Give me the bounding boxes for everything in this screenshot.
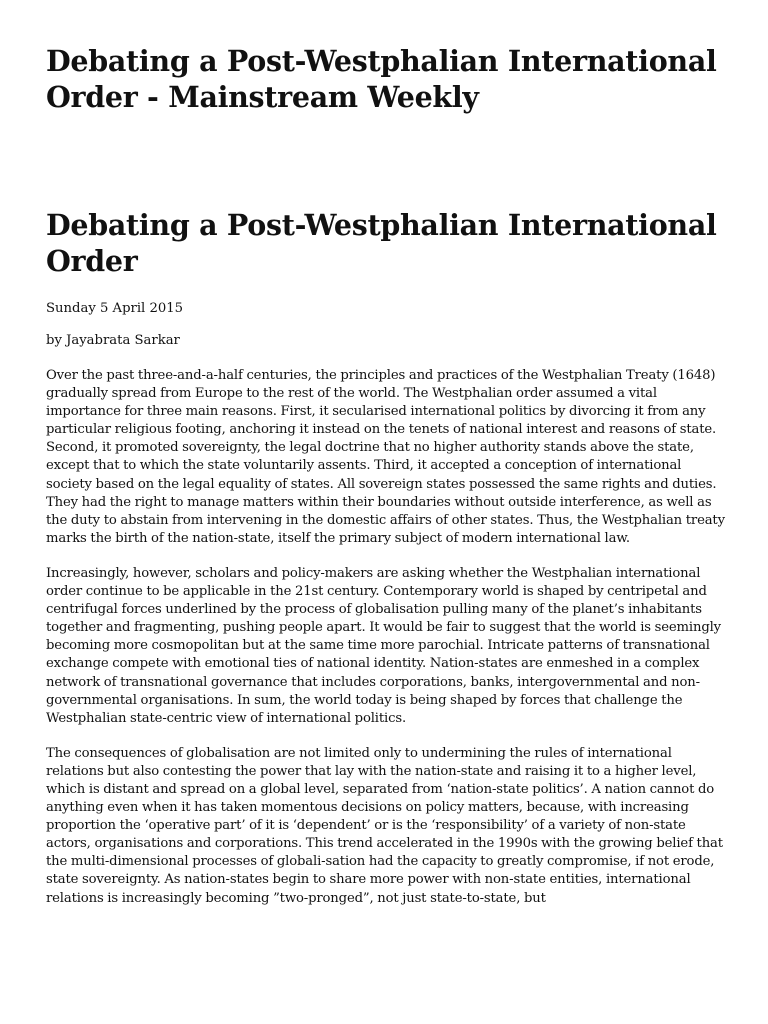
paragraph: Over the past three-and-a-half centuries, the principles and practices of the Westphalian Treaty (1648) gradually spread from Europe to the rest of the world. The Westphalian order assumed a vital importance for three main reasons. First, it secularised international politics by divorcing it from any particular religious footing, anchoring it instead on the tenets of national interest and reasons of state. Second, it promoted sovereignty, the legal doctrine that no higher authority stands above the state, except that to which the state voluntarily assents. Third, it accepted a conception of international society based on the legal equality of states. All sovereign states possessed the same rights and duties. They had the right to manage matters within their boundaries without outside interference, as well as the duty to abstain from intervening in the domestic affairs of other states. Thus, the Westphalian treaty marks the birth of the nation-state, itself the primary subject of modern international law. [46, 368, 725, 546]
paragraph: The consequences of globalisation are not limited only to undermining the rules of international relations but also contesting the power that lay with the nation-state and raising it to a higher level, which is distant and spread on a global level, separated from ‘nation-state politics’. A nation cannot do anything even when it has taken momentous decisions on policy matters, because, with increasing proportion the ‘operative part’ of it is ‘dependent’ or is the ‘responsibility’ of a variety of non-state actors, organisations and corporations. This trend accelerated in the 1990s with the growing belief that the multi-dimensional processes of globali-sation had the capacity to greatly compromise, if not erode, state sovereignty. As nation-states begin to share more power with non-state entities, international relations is increasingly becoming ”two-pronged”, not just state-to-state, but [46, 745, 723, 906]
page-title: Debating a Post-Westphalian International Order - Mainstream Weekly [46, 44, 717, 114]
article-date: Sunday 5 April 2015 [46, 301, 184, 316]
paragraph: Increasingly, however, scholars and policy-makers are asking whether the Westphalian international order continue to be applicable in the 21st century. Contemporary world is shaped by centripetal and centrifugal forces underlined by the process of globalisation pulling many of the planet’s inhabitants together and fragmenting, pushing people apart. It would be fair to suggest that the world is seemingly becoming more cosmopolitan but at the same time more parochial. Intricate patterns of transnational exchange compete with emotional ties of national identity. Nation-states are enmeshed in a complex network of transnational governance that includes corporations, banks, intergovernmental and non-governmental organisations. In sum, the world today is being shaped by forces that challenge the Westphalian state-centric view of international politics. [46, 565, 721, 726]
article-byline: by Jayabrata Sarkar [46, 333, 180, 348]
article-title: Debating a Post-Westphalian International Order [46, 208, 717, 278]
article-body [46, 367, 730, 925]
